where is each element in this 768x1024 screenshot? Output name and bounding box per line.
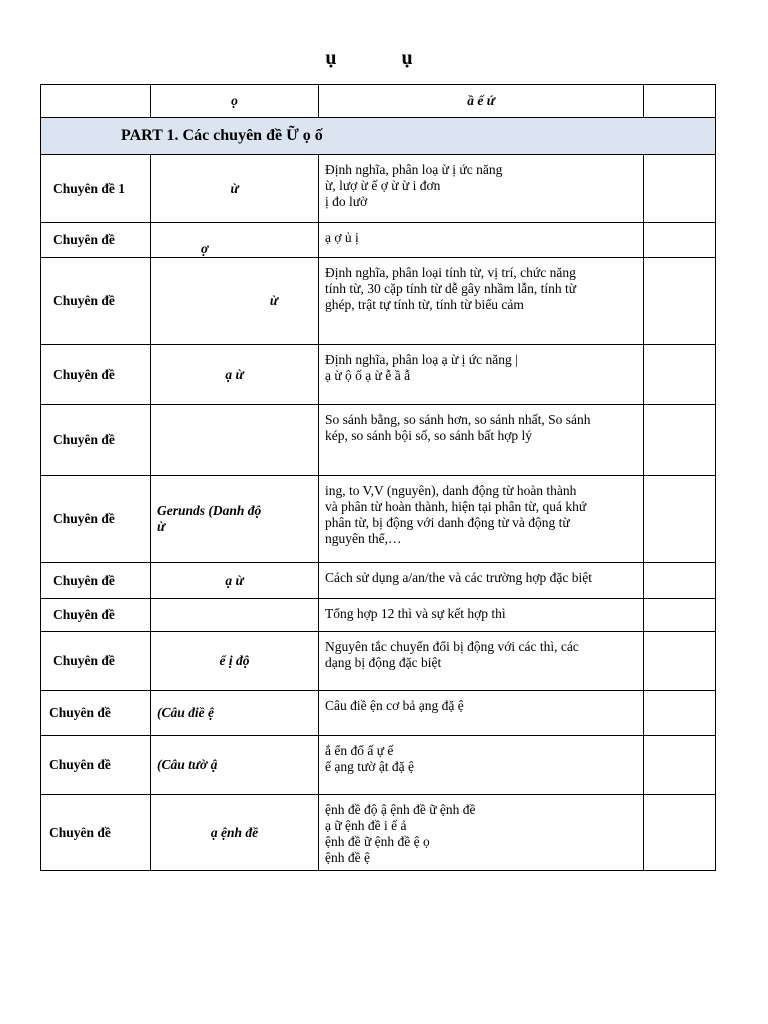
row-description: Định nghĩa, phân loạ ừ ị ức năng ừ, lượ ừ ế ợ ừ ừ i đơn ị đo lườ — [319, 155, 644, 223]
header-cell-4 — [644, 85, 716, 118]
row-description: Định nghĩa, phân loại tính từ, vị trí, chức năng tính từ, 30 cặp tính từ dễ gây nhầm lẫn, tính từ ghép, trật tự tính từ, tính từ biểu cảm — [319, 258, 644, 345]
row-label: Chuyên đề — [41, 599, 151, 632]
row-label: Chuyên đề — [41, 795, 151, 871]
table-row — [41, 155, 716, 223]
row-extra — [644, 155, 716, 223]
table-row — [41, 405, 716, 476]
row-extra — [644, 563, 716, 599]
row-topic — [151, 405, 319, 476]
row-description: ing, to V,V (nguyên), danh động từ hoàn thành và phân từ hoàn thành, hiện tại phân từ, quá khứ phân từ, bị động với danh động từ và động từ nguyên thể,… — [319, 476, 644, 563]
table-row — [41, 345, 716, 405]
row-extra — [644, 345, 716, 405]
table-row — [41, 795, 716, 871]
row-description: Nguyên tắc chuyển đổi bị động với các thì, các dạng bị động đặc biệt — [319, 632, 644, 691]
row-extra — [644, 795, 716, 871]
row-description: ắ ển đổ ấ ự ế ế ạng tườ ật đặ ệ — [319, 736, 644, 795]
row-description: Tổng hợp 12 thì và sự kết hợp thì — [319, 599, 644, 632]
page-title: ụ ụ — [325, 47, 443, 69]
row-topic: ợ — [151, 223, 319, 258]
syllabus-table — [40, 84, 716, 871]
row-description: So sánh bằng, so sánh hơn, so sánh nhất, So sánh kép, so sánh bội số, so sánh bất hợp lý — [319, 405, 644, 476]
row-description: ệnh đề độ ậ ệnh đề ữ ệnh đề ạ ữ ệnh đề i ế ả ệnh đề ữ ệnh đề ệ ọ ệnh đề ệ — [319, 795, 644, 871]
row-label: Chuyên đề — [41, 632, 151, 691]
row-topic: (Câu tườ ậ — [151, 736, 319, 795]
row-topic: ạ ừ — [151, 345, 319, 405]
row-topic: Gerunds (Danh độ ừ — [151, 476, 319, 563]
table-row — [41, 736, 716, 795]
table-header-row — [41, 85, 716, 118]
table-row — [41, 223, 716, 258]
row-description: ạ ợ ủ ị — [319, 223, 644, 258]
row-topic — [151, 599, 319, 632]
header-cell-1 — [41, 85, 151, 118]
row-description: Định nghĩa, phân loạ ạ ừ ị ức năng | ạ ừ ộ ố ạ ừ ễ ầ ẫ — [319, 345, 644, 405]
row-description: Câu điề ện cơ bả ạng đặ ệ — [319, 691, 644, 736]
row-topic: ể ị độ — [151, 632, 319, 691]
row-topic: ạ ệnh đề — [151, 795, 319, 871]
row-label: Chuyên đề — [41, 258, 151, 345]
row-description: Cách sử dụng a/an/the và các trường hợp đặc biệt — [319, 563, 644, 599]
table-row — [41, 691, 716, 736]
row-extra — [644, 736, 716, 795]
row-extra — [644, 632, 716, 691]
row-label: Chuyên đề — [41, 405, 151, 476]
row-label: Chuyên đề — [41, 736, 151, 795]
row-label: Chuyên đề — [41, 563, 151, 599]
header-cell-3: ầ ế ứ — [319, 85, 644, 118]
row-extra — [644, 223, 716, 258]
row-extra — [644, 599, 716, 632]
table-row — [41, 599, 716, 632]
row-extra — [644, 405, 716, 476]
table-row — [41, 258, 716, 345]
row-label: Chuyên đề — [41, 223, 151, 258]
row-label: Chuyên đề — [41, 345, 151, 405]
row-extra — [644, 691, 716, 736]
part-row — [41, 118, 716, 155]
row-topic: (Câu điề ệ — [151, 691, 319, 736]
table-row — [41, 632, 716, 691]
row-label: Chuyên đề 1 — [41, 155, 151, 223]
table-row — [41, 563, 716, 599]
row-extra — [644, 258, 716, 345]
row-label: Chuyên đề — [41, 476, 151, 563]
row-topic: ừ — [151, 155, 319, 223]
table-row — [41, 476, 716, 563]
row-extra — [644, 476, 716, 563]
row-topic: ừ — [151, 258, 319, 345]
part-title: PART 1. Các chuyên đề Ữ ọ ố — [41, 118, 716, 155]
row-label: Chuyên đề — [41, 691, 151, 736]
header-cell-2: ọ — [151, 85, 319, 118]
row-topic: ạ ừ — [151, 563, 319, 599]
